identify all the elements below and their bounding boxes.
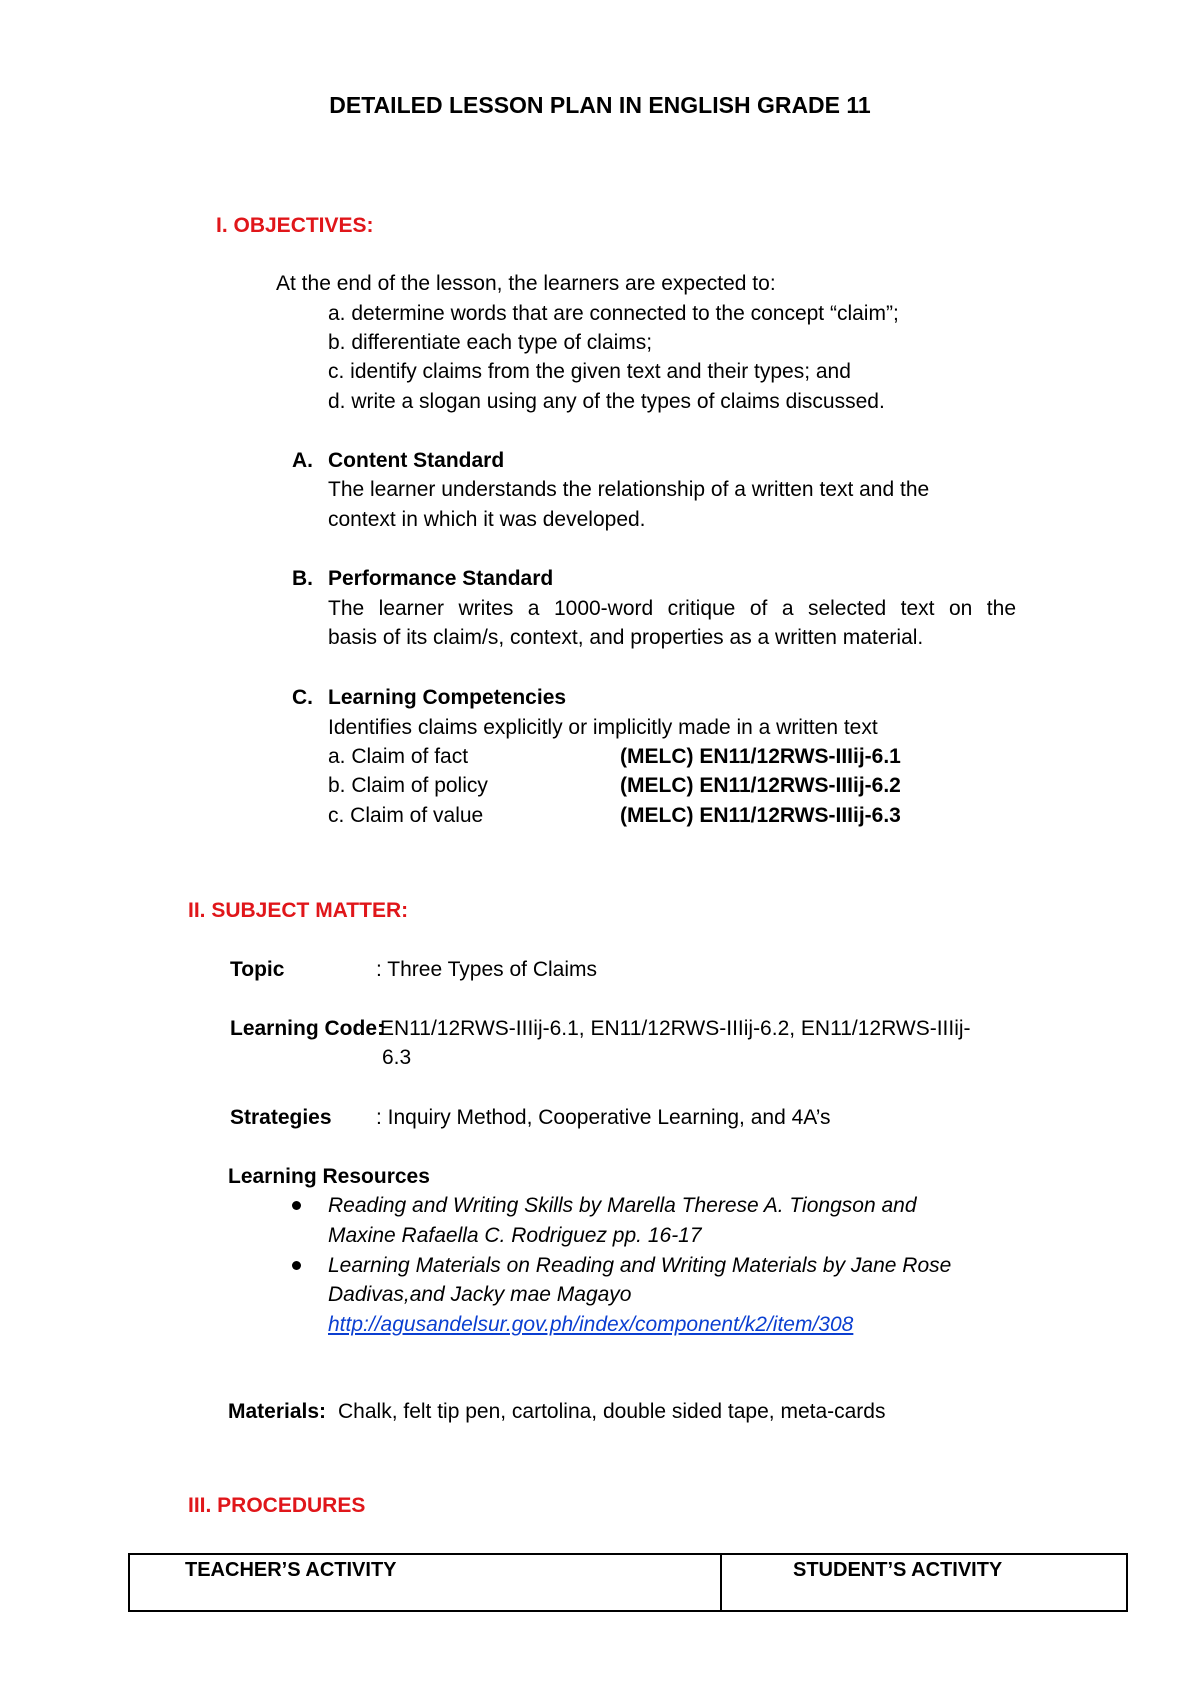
performance-standard-letter: B. — [292, 567, 313, 590]
topic-label: Topic — [230, 958, 285, 981]
learning-code-value: 6.3 — [382, 1046, 412, 1069]
procedures-table — [128, 1553, 1128, 1612]
objectives-intro: At the end of the lesson, the learners are expected to: — [276, 272, 776, 295]
competency-code: (MELC) EN11/12RWS-IIIij-6.3 — [620, 804, 901, 827]
bullet-icon — [292, 1201, 301, 1210]
strategies-value: : Inquiry Method, Cooperative Learning, and 4A’s — [376, 1106, 831, 1129]
objective-item: b. differentiate each type of claims; — [328, 331, 653, 354]
content-standard-letter: A. — [292, 449, 313, 472]
strategies-label: Strategies — [230, 1106, 332, 1129]
competency-label: a. Claim of fact — [328, 745, 469, 768]
performance-standard-text: basis of its claim/s, context, and properties as a written material. — [328, 626, 924, 649]
materials-value: Chalk, felt tip pen, cartolina, double sided tape, meta-cards — [338, 1400, 886, 1423]
materials-label: Materials: — [228, 1400, 327, 1423]
page-title: DETAILED LESSON PLAN IN ENGLISH GRADE 11 — [329, 92, 871, 118]
procedures-heading: III. PROCEDURES — [188, 1494, 366, 1517]
competency-code: (MELC) EN11/12RWS-IIIij-6.2 — [620, 774, 901, 797]
competencies-desc: Identifies claims explicitly or implicitly made in a written text — [328, 716, 878, 739]
resource-item: Dadivas,and Jacky mae Magayo — [328, 1283, 632, 1306]
competencies-letter: C. — [292, 686, 313, 709]
competency-label: b. Claim of policy — [328, 774, 488, 797]
content-standard-title: Content Standard — [328, 449, 505, 472]
objective-item: d. write a slogan using any of the types of claims discussed. — [328, 390, 885, 413]
learning-code-label: Learning Code: — [230, 1017, 385, 1040]
competencies-title: Learning Competencies — [328, 686, 567, 709]
content-standard-text: context in which it was developed. — [328, 508, 646, 531]
content-standard-text: The learner understands the relationship of a written text and the — [328, 478, 930, 501]
resource-item: Reading and Writing Skills by Marella Therese A. Tiongson and — [328, 1194, 917, 1217]
competency-code: (MELC) EN11/12RWS-IIIij-6.1 — [620, 745, 901, 768]
performance-standard-text: The learner writes a 1000-word critique of a selected text on the — [328, 597, 1016, 620]
topic-value: : Three Types of Claims — [376, 958, 597, 981]
student-activity-header: STUDENT’S ACTIVITY — [721, 1554, 1127, 1611]
performance-standard-title: Performance Standard — [328, 567, 554, 590]
objective-item: c. identify claims from the given text and their types; and — [328, 360, 851, 383]
competency-label: c. Claim of value — [328, 804, 484, 827]
learning-code-value: EN11/12RWS-IIIij-6.1, EN11/12RWS-IIIij-6.2, EN11/12RWS-IIIij- — [380, 1017, 971, 1040]
resource-item: Learning Materials on Reading and Writing Materials by Jane Rose — [328, 1254, 952, 1277]
resources-label: Learning Resources — [228, 1165, 430, 1188]
resource-link[interactable]: http://agusandelsur.gov.ph/index/component/k2/item/308 — [328, 1313, 854, 1336]
resource-item: Maxine Rafaella C. Rodriguez pp. 16-17 — [328, 1224, 702, 1247]
objectives-heading: I. OBJECTIVES: — [216, 214, 374, 237]
objective-item: a. determine words that are connected to the concept “claim”; — [328, 302, 899, 325]
subject-matter-heading: II. SUBJECT MATTER: — [188, 899, 409, 922]
teacher-activity-header: TEACHER’S ACTIVITY — [129, 1554, 721, 1611]
bullet-icon — [292, 1261, 301, 1270]
